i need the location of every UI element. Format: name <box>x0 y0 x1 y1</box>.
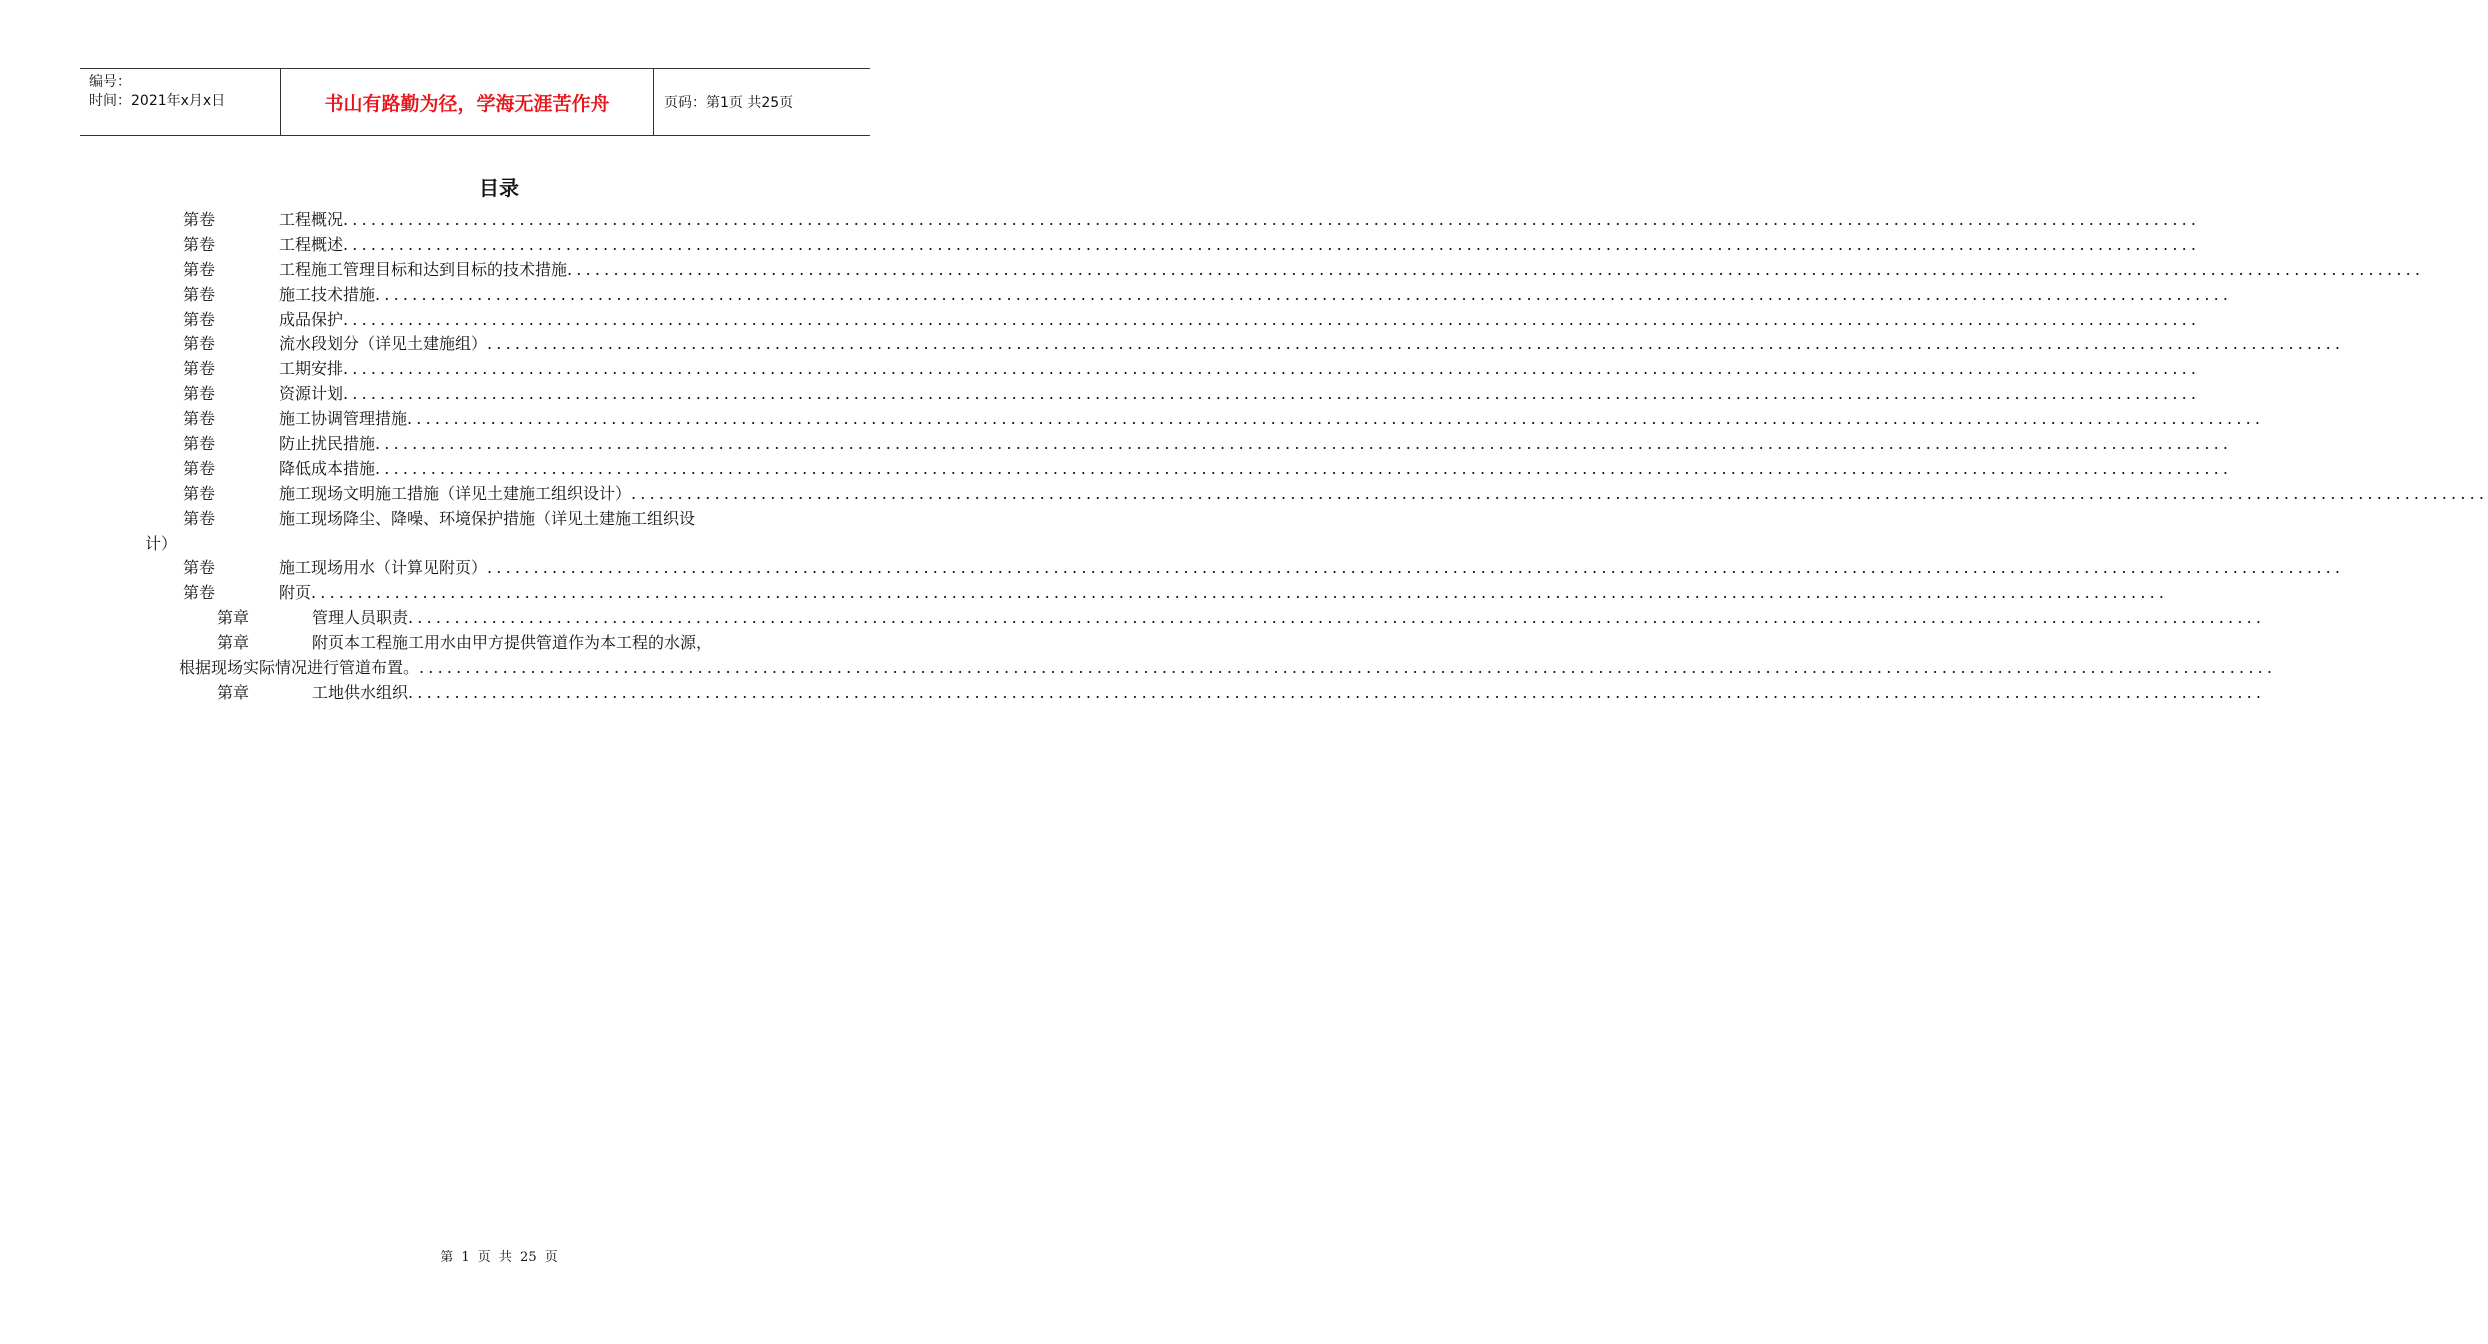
toc-leader-dots: ........................................................................................................................................................................................................ <box>375 434 2233 454</box>
toc-entry-line <box>279 233 2201 258</box>
toc-entry-continuation[interactable] <box>0 532 950 557</box>
header-info-cell <box>80 69 281 135</box>
toc-entry-continuation[interactable] <box>0 656 2277 681</box>
toc-entry-label: 第卷 <box>183 583 216 603</box>
toc-entry-line <box>279 208 2201 233</box>
toc-entry[interactable] <box>0 332 2345 357</box>
toc-entry-title: 工程概况 <box>279 210 344 229</box>
toc-leader-dots: ........................................................................................................................................................................................................ <box>407 409 2265 429</box>
toc-leader-dots: ........................................................................................................................................................................................................ <box>631 483 2488 503</box>
toc-entry-line <box>279 581 2169 606</box>
toc-entry-title: 工程概述 <box>279 234 344 254</box>
toc-entry[interactable] <box>0 432 2233 457</box>
toc-entry-label: 第章 <box>217 682 250 702</box>
toc-entry-title: 施工协调管理措施 <box>279 409 408 429</box>
toc-leader-dots: ........................................................................................................................................................................................................ <box>343 359 2201 379</box>
toc-entry-title: 附页本工程施工用水由甲方提供管道作为本工程的水源， <box>312 633 713 653</box>
toc-entry[interactable] <box>0 457 2233 482</box>
toc-entry-label: 第卷 <box>183 483 216 503</box>
toc-leader-dots: ........................................................................................................................................................................................................ <box>343 384 2201 404</box>
toc-entry-title-continued: 根据现场实际情况进行管道布置。 <box>179 658 420 678</box>
toc-entry-line <box>312 631 818 656</box>
toc-leader-dots: ........................................................................................................................................................................................................ <box>567 259 2425 279</box>
document-number-label: 编号： <box>89 74 131 90</box>
toc-entry-title: 施工现场用水（计算见附页） <box>279 558 488 578</box>
toc-entry-label: 第章 <box>217 608 250 628</box>
toc-entry-label: 第卷 <box>183 284 216 304</box>
toc-leader-dots: ........................................................................................................................................................................................................ <box>419 658 2277 678</box>
toc-entry-label: 第卷 <box>183 259 216 279</box>
toc-entry-label: 第卷 <box>183 558 216 578</box>
toc-entry-label: 第卷 <box>183 210 216 229</box>
toc-entry[interactable] <box>0 382 2201 407</box>
toc-entry[interactable] <box>0 308 2201 333</box>
toc-entry[interactable] <box>0 208 2201 233</box>
toc-entry-title: 流水段划分（详见土建施组） <box>279 334 488 354</box>
toc-entry-line <box>279 332 2345 357</box>
toc-entry-line <box>145 532 818 557</box>
toc-entry[interactable] <box>0 357 2201 382</box>
toc-entry-line <box>279 382 2201 407</box>
toc-entry-line <box>279 482 2488 507</box>
toc-leader-dots: ........................................................................................................................................................................................................ <box>343 210 2201 229</box>
header-table <box>80 68 870 136</box>
toc-entry-label: 第卷 <box>183 234 216 254</box>
toc-entry-line <box>279 432 2233 457</box>
toc-entry-label: 第卷 <box>183 359 216 379</box>
toc-entry-label: 第卷 <box>183 508 216 528</box>
toc-leader-dots: ........................................................................................................................................................................................................ <box>408 608 2266 628</box>
toc-entry[interactable] <box>0 556 2345 581</box>
toc-entry-line <box>279 357 2201 382</box>
toc-entry[interactable] <box>0 507 950 532</box>
toc-entry-title: 施工现场降尘、降噪、环境保护措施（详见土建施工组织设 <box>279 508 696 528</box>
toc-entry-line <box>312 681 2266 706</box>
toc-entry[interactable] <box>0 631 950 656</box>
header-page-number: 页码：第1页 共25页 <box>664 95 794 111</box>
toc-title: 目录 <box>479 176 519 200</box>
toc-entry[interactable] <box>0 407 2265 432</box>
toc-entry-line <box>279 457 2233 482</box>
toc-entry[interactable] <box>0 233 2201 258</box>
toc-entry-line <box>279 308 2201 333</box>
toc-entry[interactable] <box>0 681 2266 706</box>
toc-entry-title: 降低成本措施 <box>279 458 376 478</box>
toc-leader-dots: ........................................................................................................................................................................................................ <box>343 234 2201 254</box>
toc-leader-dots: ........................................................................................................................................................................................................ <box>487 334 2345 354</box>
table-of-contents <box>0 208 2488 706</box>
toc-entry-line <box>279 258 2425 283</box>
toc-entry-title: 施工现场文明施工措施（详见土建施工组织设计） <box>279 483 632 503</box>
toc-entry-title: 管理人员职责 <box>312 608 409 628</box>
toc-entry-label: 第卷 <box>183 309 216 329</box>
toc-entry-label: 第卷 <box>183 409 216 429</box>
toc-entry-title: 资源计划 <box>279 384 344 404</box>
toc-entry-line <box>279 556 2345 581</box>
toc-entry-line <box>179 656 2277 681</box>
toc-entry[interactable] <box>0 258 2425 283</box>
toc-entry-title: 施工技术措施 <box>279 284 376 304</box>
toc-leader-dots: ........................................................................................................................................................................................................ <box>408 682 2266 702</box>
toc-entry-label: 第卷 <box>183 334 216 354</box>
toc-leader-dots: ........................................................................................................................................................................................................ <box>343 309 2201 329</box>
toc-entry-line <box>279 507 818 532</box>
toc-entry-label: 第章 <box>217 633 250 653</box>
toc-entry[interactable] <box>0 283 2233 308</box>
toc-entry-title: 成品保护 <box>279 309 344 329</box>
toc-entry-title: 工地供水组织 <box>312 682 409 702</box>
toc-entry-title: 附页 <box>279 583 312 603</box>
toc-entry-title: 工程施工管理目标和达到目标的技术措施 <box>279 259 568 279</box>
toc-entry[interactable] <box>0 482 2488 507</box>
toc-leader-dots: ........................................................................................................................................................................................................ <box>375 284 2233 304</box>
toc-entry-line <box>279 283 2233 308</box>
toc-entry-title: 工期安排 <box>279 359 344 379</box>
toc-leader-dots: ........................................................................................................................................................................................................ <box>311 583 2169 603</box>
toc-entry-title-continued: 计） <box>145 533 178 553</box>
toc-entry-line <box>312 606 2266 631</box>
toc-entry-title: 防止扰民措施 <box>279 434 376 454</box>
toc-entry-line <box>279 407 2265 432</box>
header-motto: 书山有路勤为径，学海无涯苦作舟 <box>281 69 654 135</box>
toc-leader-dots: ........................................................................................................................................................................................................ <box>375 458 2233 478</box>
document-date-label: 时间：2021年x月x日 <box>89 93 226 109</box>
page-footer: 第 1 页 共 25 页 <box>440 1250 558 1265</box>
toc-entry-label: 第卷 <box>183 384 216 404</box>
toc-entry[interactable] <box>0 606 2266 631</box>
toc-entry-label: 第卷 <box>183 458 216 478</box>
toc-leader-dots: ........................................................................................................................................................................................................ <box>487 558 2345 578</box>
toc-entry[interactable] <box>0 581 2169 606</box>
toc-entry-label: 第卷 <box>183 434 216 454</box>
